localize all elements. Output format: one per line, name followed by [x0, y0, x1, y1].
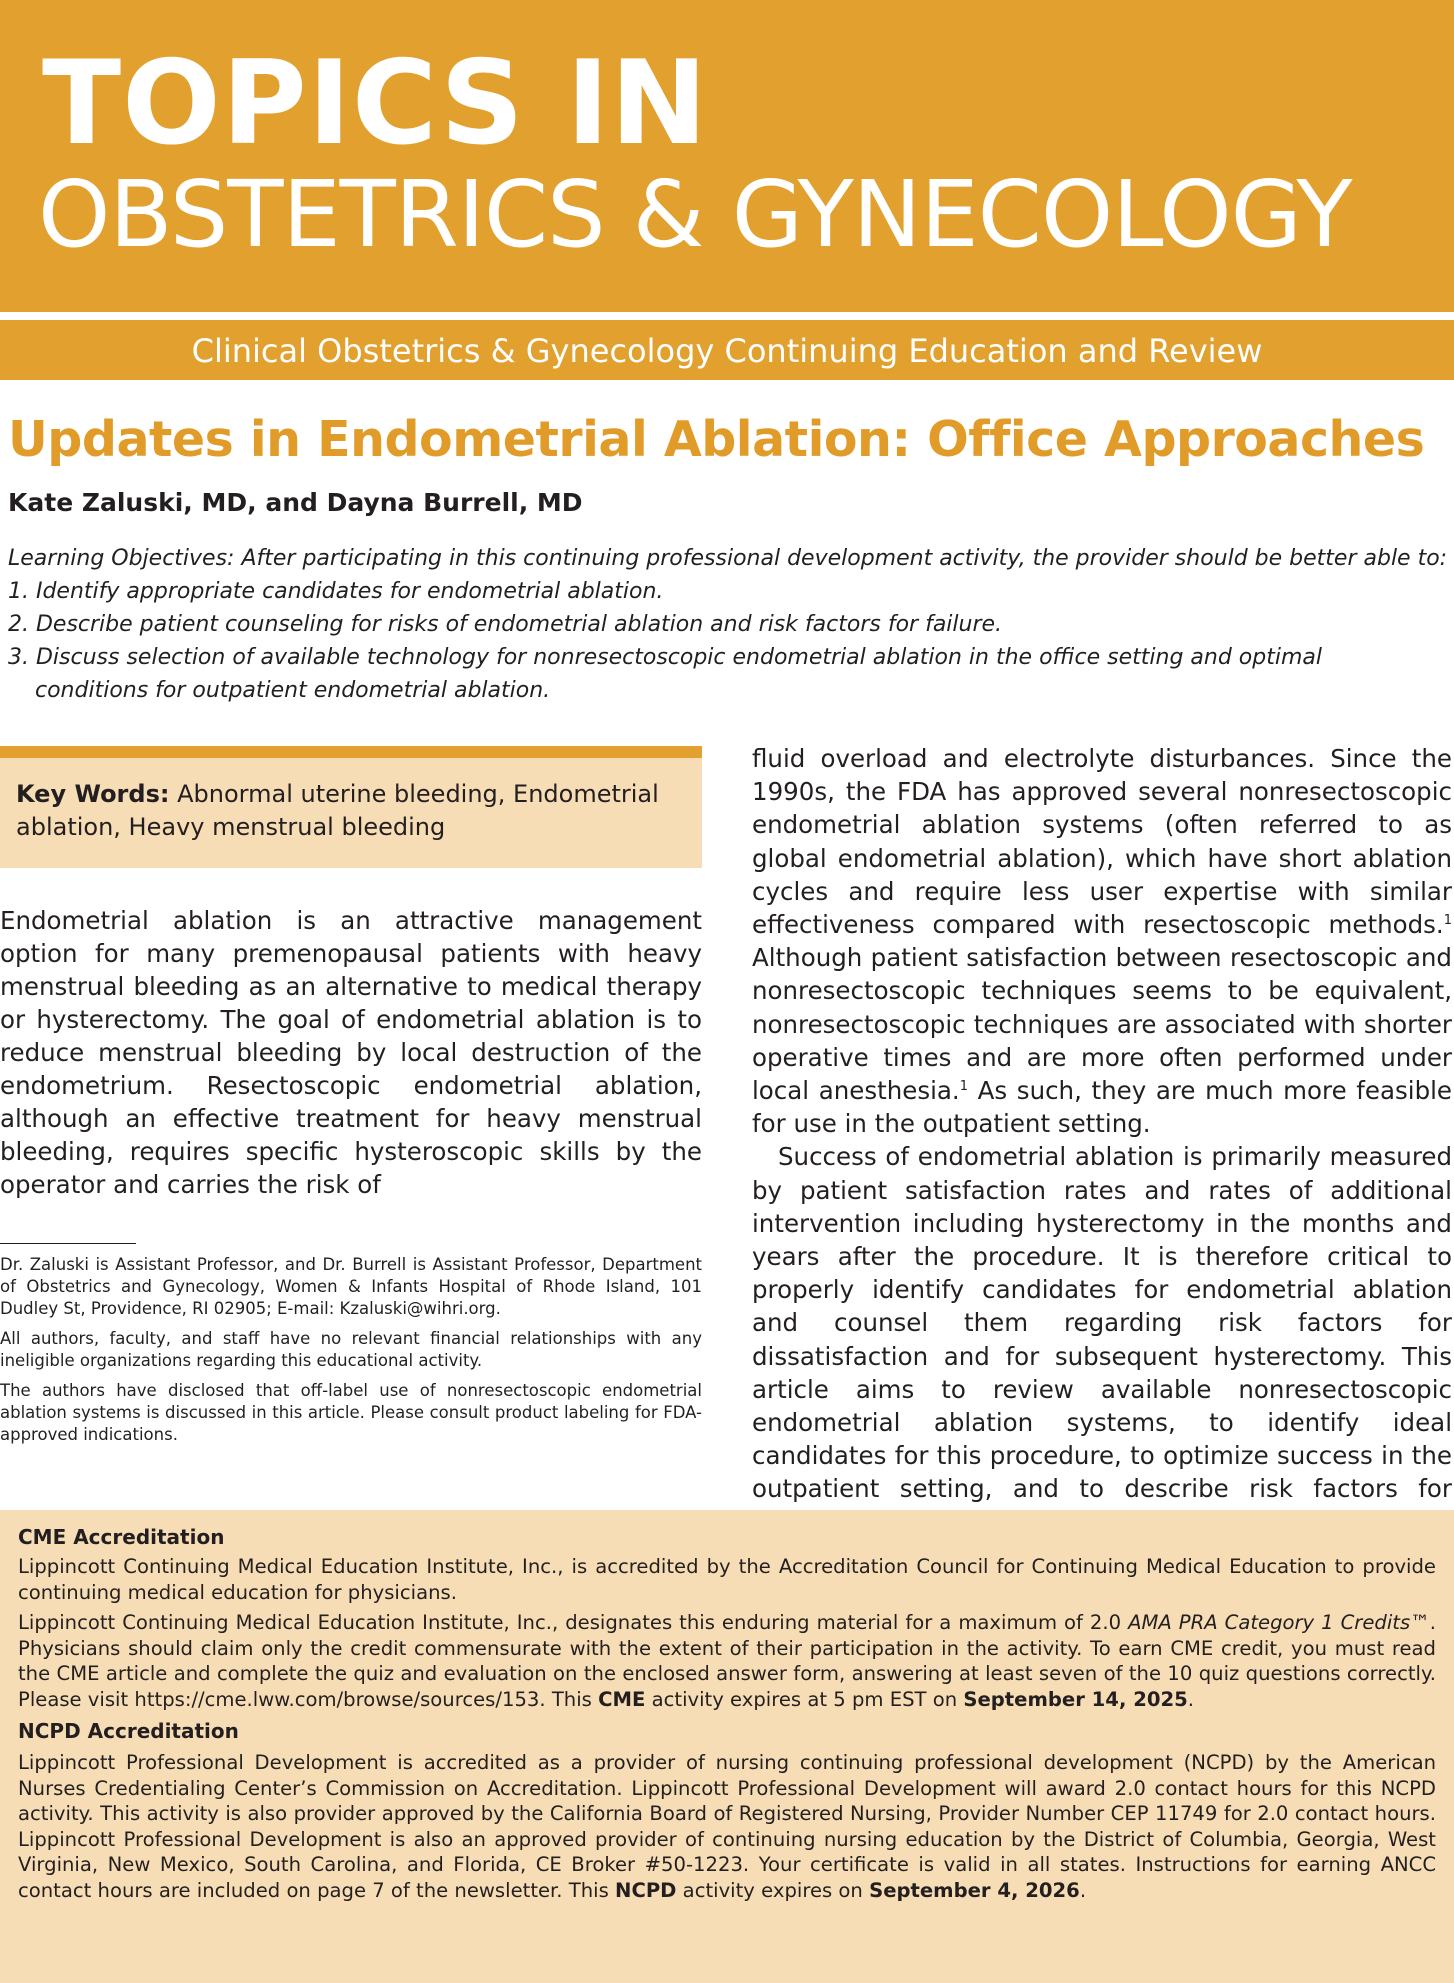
- masthead-divider: [0, 312, 1454, 320]
- ncpd-paragraph: Lippincott Professional Development is accredited as a provider of nursing continuing professional development (NCPD) by the American Nurses Credentialing Center’s Commission on Accreditation. Lippincott Professional Development will award 2.0 contact hours for this NCPD activity. This activity is also provider approved by the California Board of Registered Nursing, Provider Number CEP 11749 for 2.0 contact hours. Lippincott Professional Development is also an approved provider of continuing nursing education by the District of Columbia, Georgia, West Virginia, New Mexico, South Carolina, and Florida, CE Broker #50-1223. Your certificate is valid in all states. Instructions for earning ANCC contact hours are included on page 7 of the newsletter. This NCPD activity expires on September 4, 2026.: [18, 1751, 1436, 1902]
- cme-paragraph: Lippincott Continuing Medical Education Institute, Inc., is accredited by the Accreditation Council for Continuing Medical Education to provide continuing medical education for physicians.: [18, 1555, 1436, 1604]
- objective-item: 2. Describe patient counseling for risks of endometrial ablation and risk factors for failure.: [8, 612, 1003, 637]
- accreditation-content: [18, 1524, 1436, 1908]
- body-column-right: [752, 742, 1452, 1539]
- objective-item: 1. Identify appropriate candidates for endometrial ablation.: [8, 579, 664, 604]
- objective-item: 3. Discuss selection of available technology for nonresectoscopic endometrial ablation in the office setting and optimal: [8, 645, 1322, 670]
- body-column-left: [0, 904, 702, 1201]
- footnote-offlabel: The authors have disclosed that off-label use of nonresectoscopic endometrial ablation systems is discussed in this article. Please consult product labeling for FDA-approved indications.: [0, 1381, 702, 1444]
- journal-title-line2: OBSTETRICS & GYNECOLOGY: [38, 161, 1352, 268]
- learning-objectives: [8, 542, 1448, 707]
- reference-marker: 1: [1443, 912, 1452, 928]
- reference-marker: 1: [959, 1078, 968, 1094]
- footnote-affiliation: Dr. Zaluski is Assistant Professor, and Dr. Burrell is Assistant Professor, Department of Obstetrics and Gynecology, Women & Infants Hospital of Rhode Island, 101 Dudley St, Providence, RI 02905; E-mail: Kzaluski@wihri.org.: [0, 1255, 702, 1318]
- objectives-intro: Learning Objectives: After participating in this continuing professional development activity, the provider should be better able to:: [8, 546, 1448, 571]
- objective-item-continued: conditions for outpatient endometrial ablation.: [35, 678, 551, 703]
- journal-title-line1: TOPICS IN: [42, 36, 709, 171]
- keywords-list: Abnormal uterine bleeding, Endometrial ablation, Heavy menstrual bleeding: [16, 780, 659, 841]
- footnote-rule: [0, 1243, 136, 1244]
- body-paragraph: Endometrial ablation is an attractive management option for many premenopausal patients with heavy menstrual bleeding as an alternative to medical therapy or hysterectomy. The goal of endometrial ablation is to reduce menstrual bleeding by local destruction of the endometrium. Resectoscopic endometrial ablation, although an effective treatment for heavy menstrual bleeding, requires specific hysteroscopic skills by the operator and carries the risk of: [0, 906, 702, 1199]
- footnote-disclosure: All authors, faculty, and staff have no relevant financial relationships with any ineligible organizations regarding this educational activity.: [0, 1329, 702, 1370]
- keywords-label: Key Words:: [16, 780, 170, 808]
- footnotes: [0, 1254, 702, 1454]
- article-authors: Kate Zaluski, MD, and Dayna Burrell, MD: [8, 488, 583, 517]
- cme-heading: CME Accreditation: [18, 1525, 225, 1549]
- keywords-text: [16, 778, 686, 844]
- ncpd-heading: NCPD Accreditation: [18, 1719, 239, 1743]
- journal-subtitle: Clinical Obstetrics & Gynecology Continuing Education and Review: [191, 332, 1263, 370]
- article-title: Updates in Endometrial Ablation: Office Approaches: [8, 411, 1425, 468]
- body-paragraph: Success of endometrial ablation is primarily measured by patient satisfaction rates and rates of additional intervention including hysterectomy in the months and years after the procedure. It is therefore critical to properly identify candidates for endometrial ablation and counsel them regarding risk factors for dissatisfaction and for subsequent hysterectomy. This article aims to review available nonresectoscopic endometrial ablation systems, to identify ideal candidates for this procedure, to optimize success in the outpatient setting, and to describe risk factors for: [752, 1142, 1452, 1504]
- keywords-box: [0, 746, 702, 868]
- accreditation-box: [0, 1510, 1454, 1983]
- body-paragraph: fluid overload and electrolyte disturbances. Since the 1990s, the FDA has approved several nonresectoscopic endometrial ablation systems (often referred to as global endometrial ablation), which have short ablation cycles and require less user expertise with similar effectiveness compared with resectoscopic methods.$^1$ Although patient satisfaction between resectoscopic and nonresectoscopic techniques seems to be equivalent, nonresectoscopic techniques are associated with shorter operative times and are more often performed under local anesthesia.$^1$ As such, they are much more feasible for use in the outpatient setting.: [752, 744, 1453, 1139]
- cme-paragraph: Lippincott Continuing Medical Education Institute, Inc., designates this enduring material for a maximum of 2.0 AMA PRA Category 1 Credits™. Physicians should claim only the credit commensurate with the extent of their participation in the activity. To earn CME credit, you must read the CME article and complete the quiz and evaluation on the enclosed answer form, answering at least seven of the 10 quiz questions correctly. Please visit https://cme.lww.com/browse/sources/153. This CME activity expires at 5 pm EST on September 14, 2025.: [18, 1611, 1436, 1711]
- masthead-banner: [0, 0, 1454, 312]
- subtitle-band: [0, 320, 1454, 380]
